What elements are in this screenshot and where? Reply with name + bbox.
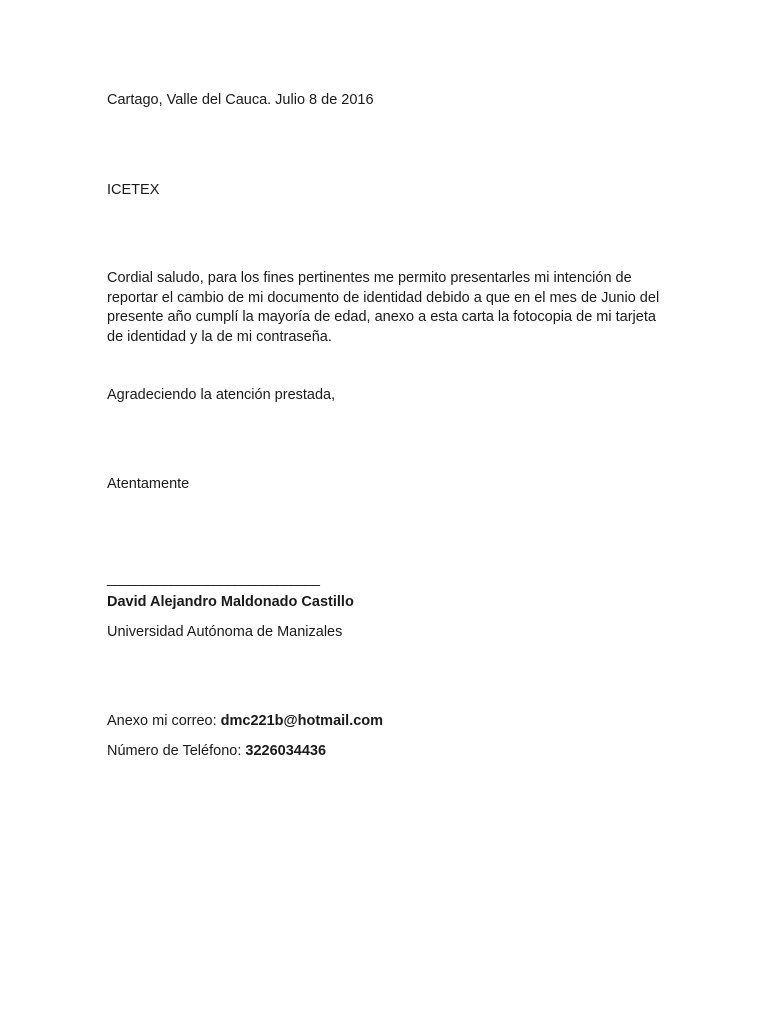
recipient: ICETEX — [107, 182, 160, 198]
phone-line — [107, 742, 326, 761]
signature-line: ______________________________ — [107, 571, 319, 587]
email-line — [107, 712, 383, 731]
body-paragraph: Cordial saludo, para los fines pertinentes me permito presentarles mi intención de reportar el cambio de mi documento de identidad debido a que en el mes de Junio del presente año cumplí la mayoría de edad, anexo a esta carta la fotocopia de mi tarjeta de identidad y la de mi contraseña. — [107, 270, 660, 345]
closing: Atentamente — [107, 476, 190, 492]
thanks-line: Agradeciendo la atención prestada, — [107, 387, 336, 403]
institution: Universidad Autónoma de Manizales — [107, 624, 343, 640]
email-label: Anexo mi correo: — [107, 713, 221, 729]
phone-value: 3226034436 — [245, 743, 327, 759]
signer-name: David Alejandro Maldonado Castillo — [107, 594, 354, 610]
phone-label: Número de Teléfono: — [107, 743, 246, 759]
place-date: Cartago, Valle del Cauca. Julio 8 de 2016 — [107, 92, 374, 108]
email-value: dmc221b@hotmail.com — [220, 713, 384, 729]
